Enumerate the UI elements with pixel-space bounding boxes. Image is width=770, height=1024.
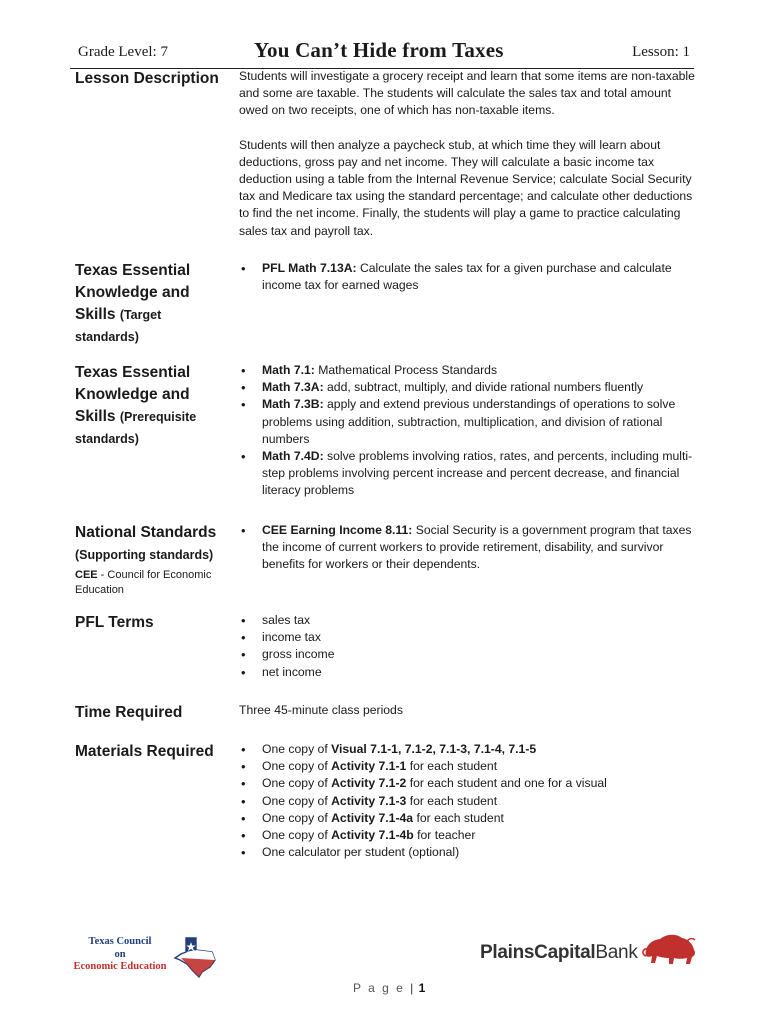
bank-name: PlainsCapitalBank	[480, 942, 638, 963]
section-note	[75, 568, 227, 598]
section-body	[239, 612, 699, 681]
section-label-main: Texas Essential Knowledge and Skills	[75, 364, 191, 425]
grade-level: Grade Level: 7	[78, 44, 168, 60]
standard-text: Mathematical Process Standards	[314, 363, 498, 377]
list-item	[239, 522, 699, 574]
texas-flag-icon	[172, 936, 218, 978]
standard-code: Math 7.3A:	[262, 380, 324, 395]
time-text: Three 45-minute class periods	[239, 703, 403, 717]
section-body	[239, 362, 699, 500]
standard-code: Math 7.3B:	[262, 397, 324, 412]
section-body	[239, 68, 699, 257]
page-separator: |	[410, 981, 414, 995]
section-body	[239, 260, 699, 294]
standards-list	[239, 522, 699, 574]
lesson-title: You Can’t Hide from Taxes	[254, 38, 504, 62]
section-label: Time Required	[75, 704, 183, 721]
list-item: • One copy of Activity 7.1-2 for each student and one for a visual	[239, 775, 699, 792]
section-label-sub: (Supporting standards)	[75, 548, 214, 562]
standard-code: PFL Math 7.13A:	[262, 261, 357, 275]
section-label	[75, 260, 227, 348]
list-item: • One calculator per student (optional)	[239, 844, 699, 861]
section-body	[239, 702, 699, 719]
note-text: - Council for Economic Education	[75, 569, 212, 596]
section-label-main: Texas Essential Knowledge and Skills	[75, 262, 191, 323]
tcee-logo	[66, 936, 216, 978]
standard-text: solve problems involving ratios, rates, and percents, including multi-step problems involving percent increase and percent decrease, and financial literacy problems	[262, 449, 693, 498]
section-body	[239, 741, 699, 861]
section-label-sub: (Target standards)	[75, 308, 162, 344]
list-item: • gross income	[239, 646, 699, 663]
list-item	[239, 448, 699, 500]
page-header	[70, 38, 694, 69]
section-label: Lesson Description	[75, 70, 219, 87]
standard-code: Math 7.1:	[262, 363, 315, 377]
standard-text: apply and extend previous understandings of operations to solve problems using addition, subtraction, multiplication, and division of rational numbers	[262, 397, 676, 446]
list-item: • One copy of Activity 7.1-4b for teacher	[239, 827, 699, 844]
section-label: Materials Required	[75, 743, 214, 760]
list-item	[239, 362, 699, 379]
list-item	[239, 396, 699, 448]
lesson-number: Lesson: 1	[632, 44, 690, 60]
page-label: P a g e	[353, 981, 405, 995]
list-item: • One copy of Visual 7.1-1, 7.1-2, 7.1-3, 7.1-4, 7.1-5	[239, 741, 699, 758]
standard-code: CEE Earning Income 8.11:	[262, 523, 413, 537]
description-paragraph: Students will then analyze a paycheck stub, at which time they will learn about deductions, gross pay and net income. They will calculate a basic income tax deduction using a table from the Internal Revenue Service; calculate Social Security tax and Medicare tax using the standard percentage; and calculate other deductions to find the net income. Finally, the students will play a game to practice calculating sales tax and payroll tax.	[239, 137, 693, 238]
list-item	[239, 260, 699, 294]
standard-text: Social Security is a government program that taxes the income of current workers to provide retirement, disability, and survivor benefits for workers or their dependents.	[262, 523, 692, 572]
description-paragraph: Students will investigate a grocery receipt and learn that some items are non-taxable and some are taxable. The students will calculate the sales tax and total amount owed on two receipts, one of which has non-taxable items.	[239, 69, 695, 118]
section-label	[75, 362, 227, 450]
list-item: • sales tax	[239, 612, 699, 629]
list-item: • One copy of Activity 7.1-1 for each student	[239, 758, 699, 775]
list-item: • income tax	[239, 629, 699, 646]
list-item: • net income	[239, 664, 699, 681]
standard-text: add, subtract, multiply, and divide rational numbers fluently	[323, 380, 644, 395]
section-label	[75, 522, 227, 598]
standards-list	[239, 260, 699, 294]
section-body	[239, 522, 699, 574]
section-label-main: National Standards	[75, 524, 217, 541]
bison-icon	[640, 930, 698, 970]
terms-list	[239, 612, 699, 681]
standards-list	[239, 362, 699, 500]
plainscapital-bank-logo	[480, 930, 700, 972]
list-item: • One copy of Activity 7.1-3 for each student	[239, 793, 699, 810]
standard-code: Math 7.4D:	[262, 449, 324, 464]
list-item	[239, 379, 699, 396]
note-code: CEE	[75, 569, 98, 581]
section-label: PFL Terms	[75, 614, 154, 631]
page-number	[353, 981, 425, 995]
tcee-logo-text: Texas Council on Economic Education	[73, 936, 167, 972]
section-label-sub: (Prerequisite standards)	[75, 410, 197, 446]
list-item: • One copy of Activity 7.1-4a for each student	[239, 810, 699, 827]
standard-text: Calculate the sales tax for a given purchase and calculate income tax for earned wages	[262, 261, 672, 293]
page-number-value: 1	[418, 981, 426, 995]
materials-list	[239, 741, 699, 861]
